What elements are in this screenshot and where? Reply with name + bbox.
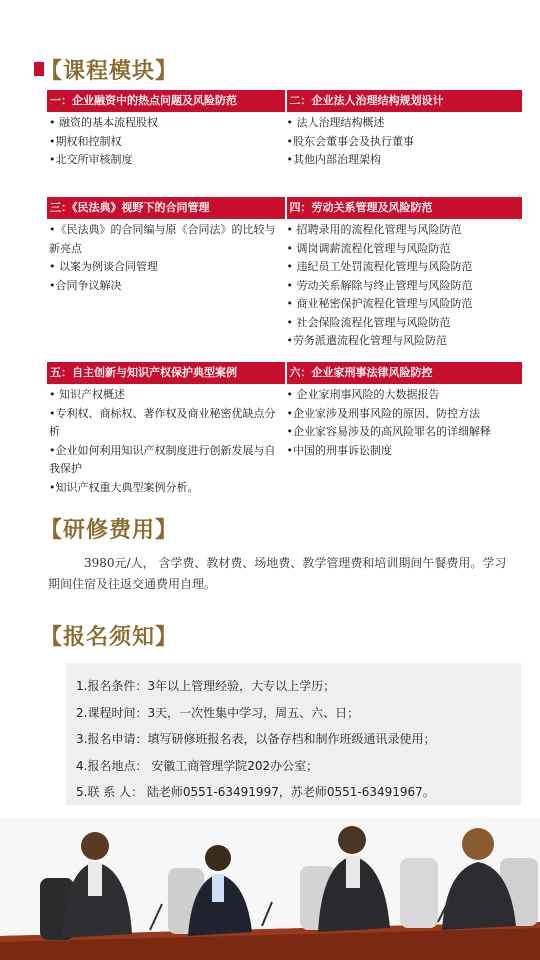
- module-5-item: •知识产权重大典型案例分析。: [49, 480, 199, 494]
- module-row-2: [47, 197, 522, 362]
- module-4-item: • 调岗调薪流程化管理与风险防范: [286, 241, 451, 255]
- module-3-item: • 以案为例谈合同管理: [49, 260, 158, 273]
- module-5-item: •专利权、商标权、著作权及商业秘密优缺点分析: [49, 406, 276, 438]
- module-6-item: •中国的刑事诉讼制度: [286, 443, 392, 457]
- registration-item: 3.报名申请：填写研修班报名表，以备存档和制作班级通讯录使用；: [76, 732, 436, 746]
- module-2: [285, 90, 523, 197]
- module-6-header: 六：企业家刑事法律风险防控: [285, 362, 523, 384]
- module-6-item: •企业家涉及刑事风险的原因、防控方法: [286, 406, 480, 420]
- module-6-item: • 企业家刑事风险的大数据报告: [286, 388, 440, 401]
- registration-item: 2.课程时间：3天，一次性集中学习，周五、六、日；: [76, 705, 360, 720]
- registration-item: 1.报名条件：3年以上管理经验，大专以上学历；: [76, 679, 336, 693]
- module-row-3: [47, 362, 522, 497]
- module-3-item: •《民法典》的合同编与原《合同法》的比较与新亮点: [49, 223, 276, 255]
- module-3: [47, 197, 285, 362]
- module-5-item: • 知识产权概述: [49, 388, 125, 401]
- module-6: [285, 362, 523, 497]
- module-table: [47, 90, 522, 497]
- module-4-item: •劳务派遣流程化管理与风险防范: [286, 334, 447, 347]
- module-1-item: •北交所审核制度: [49, 153, 133, 166]
- registration-box: [66, 663, 521, 805]
- module-1-item: •期权和控制权: [49, 134, 122, 148]
- module-1: [47, 90, 285, 197]
- module-4-item: • 违纪员工处罚流程化管理与风险防范: [286, 260, 473, 273]
- module-5-header: 五：自主创新与知识产权保护典型案例: [47, 362, 285, 384]
- meeting-illustration: [0, 818, 540, 960]
- module-3-item: •合同争议解决: [49, 278, 122, 292]
- module-2-item: •股东会董事会及执行董事: [286, 134, 414, 148]
- meeting-photo: [0, 818, 540, 960]
- module-4-item: • 劳动关系解除与终止管理与风险防范: [286, 278, 473, 292]
- module-5: [47, 362, 285, 497]
- module-4-item: • 社会保险流程化管理与风险防范: [286, 315, 451, 329]
- module-row-1: [47, 90, 522, 197]
- registration-item: 5.联 系 人： 陆老师0551-63491997，苏老师0551-63491967。: [76, 785, 435, 799]
- module-6-item: •企业家容易涉及的高风险罪名的详细解释: [286, 425, 491, 438]
- course-modules-title: 【课程模块】: [40, 59, 179, 84]
- module-3-header: 三：《民法典》视野下的合同管理: [47, 197, 285, 219]
- module-4: [285, 197, 523, 362]
- module-2-item: •其他内部治理架构: [286, 153, 381, 166]
- fees-title: 【研修费用】: [40, 518, 179, 543]
- module-2-item: • 法人治理结构概述: [286, 116, 385, 129]
- module-4-item: • 商业秘密保护流程化管理与风险防范: [286, 297, 473, 310]
- registration-item: 4.报名地点： 安徽工商管理学院202办公室；: [76, 758, 319, 773]
- registration-title: 【报名须知】: [40, 625, 179, 650]
- module-4-header: 四：劳动关系管理及风险防范: [285, 197, 523, 219]
- fees-text: 3980元/人， 含学费、教材费、场地费、教学管理费和培训期间午餐费用。学习期间住宿及往返交通费用自理。: [48, 556, 507, 591]
- module-5-item: •企业如何利用知识产权制度进行创新发展与自我保护: [49, 443, 276, 475]
- module-2-header: 二：企业法人治理结构规划设计: [285, 90, 523, 112]
- module-1-item: • 融资的基本流程股权: [49, 116, 158, 129]
- module-4-item: • 招聘录用的流程化管理与风险防范: [286, 223, 462, 236]
- module-1-header: 一：企业融资中的热点问题及风险防范: [47, 90, 285, 112]
